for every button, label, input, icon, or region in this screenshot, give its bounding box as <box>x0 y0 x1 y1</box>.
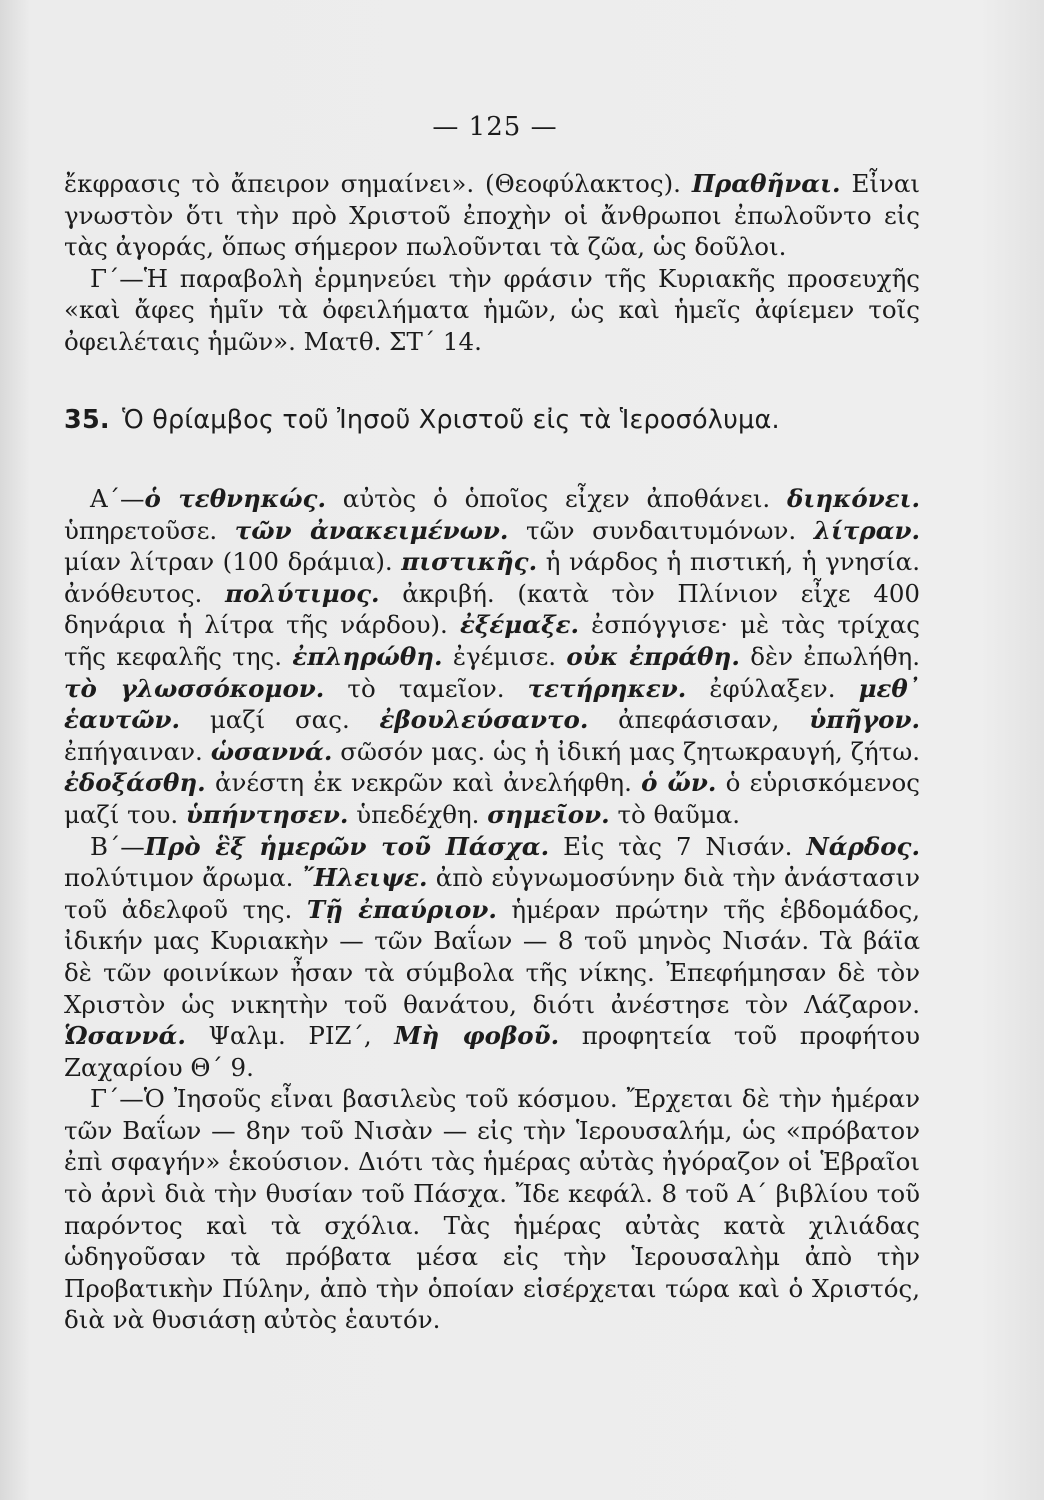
keyword-term: Τῇ ἐπαύριον. <box>306 894 497 924</box>
gloss: Εἰς τὰς 7 Νισάν. <box>549 831 807 861</box>
keyword-term: διηκόνει. <box>787 484 920 513</box>
keyword-term: ὑπήντησεν. <box>185 799 349 829</box>
intro-text-1: ἔκφρασις τὸ ἄπειρον σημαίνει». (Θεοφύλακτος). <box>64 169 681 198</box>
keyword-term: ἐδοξάσθη. <box>64 768 206 798</box>
keyword-term: ὑπῆγον. <box>809 705 920 735</box>
gloss: τὸ ταμεῖον. <box>324 673 528 703</box>
gloss: προφητεία τοῦ προφήτου Ζαχαρίου Θ΄ 9. <box>64 1021 920 1082</box>
gloss: ἐγέμισε. <box>442 641 567 671</box>
gloss: ἀπὸ εὐγνωμοσύνην διὰ τὴν ἀνάστασιν τοῦ ἀδελφοῦ της. <box>64 863 920 924</box>
keyword-term: Νάρδος. <box>806 831 920 861</box>
chapter-heading <box>64 405 944 435</box>
keyword-term: τὸ γλωσσόκομον. <box>64 673 325 703</box>
keyword-term: πολύτιμος. <box>225 578 380 608</box>
gloss: ἐπήγαιναν. <box>64 736 211 766</box>
keyword-term: ὡσαννά. <box>210 736 333 766</box>
keyword-term: Ὡσαννά. <box>64 1021 186 1051</box>
gamma-paragraph: Γ΄—Ἡ παραβολὴ ἑρμηνεύει τὴν φράσιν τῆς Κυριακῆς προσευχῆς «καὶ ἄφες ἡμῖν τὰ ὀφειλήματα ἡμῶν, ὡς καὶ ἡμεῖς ἀφίεμεν τοῖς ὀφειλέταις ἡμῶν». Ματθ. ΣΤ΄ 14. <box>64 263 920 356</box>
section-label: Β΄— <box>90 831 145 861</box>
intro-paragraph <box>64 168 920 263</box>
gloss: ἡμέραν πρώτην τῆς ἑβδομάδος, ἰδικήν μας Κυριακὴν — τῶν Βαΐων — 8 τοῦ μηνὸς Νισάν. Τὰ βάϊα δὲ τῶν φοινίκων ἦσαν τὰ σύμβολα τῆς νίκης. Ἐπεφήμησαν δὲ τὸν Χριστὸν ὡς νικητὴν τοῦ θανάτου, διότι ἀνέστησε τὸν Λάζαρον. <box>64 894 920 1019</box>
notes-block <box>64 483 920 1336</box>
gloss: ὑπεδέχθη. <box>348 799 488 829</box>
gloss: ὑπηρετοῦσε. <box>64 515 235 545</box>
gloss: μίαν λίτραν (100 δράμια). <box>64 547 402 577</box>
gloss: ἀνέστη ἐκ νεκρῶν καὶ ἀνελήφθη. <box>205 768 642 798</box>
keyword-term: Μὴ φοβοῦ. <box>394 1021 560 1051</box>
gloss: ἡ νάρδος ἡ πιστική, ἡ γνησία. ἀνόθευτος. <box>64 547 921 608</box>
gloss: ἀκριβή. (κατὰ τὸν Πλίνιον εἶχε 400 δηνάρια ἡ λίτρα τῆς νάρδου). <box>64 578 920 640</box>
keyword-term: Πρὸ ἓξ ἡμερῶν τοῦ Πάσχα. <box>144 831 550 861</box>
gloss: τὸ θαῦμα. <box>609 799 740 829</box>
keyword-term: πιστικῆς. <box>401 547 538 577</box>
gloss: Ψαλμ. ΡΙΖ΄, <box>185 1021 395 1051</box>
intro-block <box>64 168 920 358</box>
keyword-term: ἐπληρώθη. <box>292 641 443 671</box>
gloss: τῶν συνδαιτυμόνων. <box>508 515 814 545</box>
gloss: ὁ εὑρισκόμενος μαζί του. <box>64 768 920 829</box>
section-label: Α΄— <box>90 484 145 513</box>
keyword-term: τῶν ἀνακειμένων. <box>234 515 509 545</box>
gloss: αὐτὸς ὁ ὁποῖος εἶχεν ἀποθάνει. <box>326 484 787 513</box>
chapter-title: Ὁ θρίαμβος τοῦ Ἰησοῦ Χριστοῦ εἰς τὰ Ἱεροσόλυμα. <box>122 405 780 435</box>
keyword-term: ἐξέμαξε. <box>460 610 580 640</box>
alpha-paragraph <box>64 483 920 831</box>
page-number: — 125 — <box>432 112 558 142</box>
gamma2-paragraph: Γ΄—Ὁ Ἰησοῦς εἶναι βασιλεὺς τοῦ κόσμου. Ἔρχεται δὲ τὴν ἡμέραν τῶν Βαΐων — 8ην τοῦ Νισὰν — εἰς τὴν Ἱερουσαλήμ, ὡς «πρόβατον ἐπὶ σφαγήν» ἑκούσιον. Διότι τὰς ἡμέρας αὐτὰς ἠγόραζον οἱ Ἑβραῖοι τὸ ἀρνὶ διὰ τὴν θυσίαν τοῦ Πάσχα. Ἴδε κεφάλ. 8 τοῦ Α΄ βιβλίου τοῦ παρόντος καὶ τὰ σχόλια. Τὰς ἡμέρας αὐτὰς κατὰ χιλιάδας ὡδηγοῦσαν τὰ πρόβατα μέσα εἰς τὴν Ἱερουσαλὴμ ἀπὸ τὴν Προβατικὴν Πύλην, ἀπὸ τὴν ὁποίαν εἰσέρχεται τώρα καὶ ὁ Χριστός, διὰ νὰ θυσιάσῃ αὐτὸς ἑαυτόν. <box>64 1084 920 1335</box>
keyword-term: μεθ᾿ ἑαυτῶν. <box>64 673 920 735</box>
keyword-term: λίτραν. <box>813 515 920 545</box>
keyword-term: τετήρηκεν. <box>527 673 687 703</box>
keyword-term: Πραθῆναι. <box>691 169 841 198</box>
chapter-number: 35. <box>64 405 110 435</box>
gloss: ἐφύλαξεν. <box>686 673 859 703</box>
gloss: σῶσόν μας. ὡς ἡ ἰδική μας ζητωκραυγή, ζήτω. <box>332 736 920 766</box>
gloss: πολύτιμον ἄρωμα. <box>64 863 302 893</box>
gloss: μαζί σας. <box>180 705 380 735</box>
intro-text-2: Εἶναι γνωστὸν ὅτι τὴν πρὸ Χριστοῦ ἐποχὴν οἱ ἄνθρωποι ἐπωλοῦντο εἰς τὰς ἀγοράς, ὅπως σήμερον πωλοῦνται τὰ ζῶα, ὡς δοῦλοι. <box>64 169 920 262</box>
keyword-term: ἐβουλεύσαντο. <box>379 705 589 735</box>
keyword-term: ὁ ὤν. <box>641 768 717 798</box>
gloss: ἀπεφάσισαν, <box>588 705 810 735</box>
keyword-term: ῎Ηλειψε. <box>301 863 428 893</box>
gloss: ἐσπόγγισε· μὲ τὰς τρίχας τῆς κεφαλῆς της. <box>64 610 920 671</box>
keyword-term: σημεῖον. <box>487 799 610 829</box>
beta-paragraph <box>64 831 920 1084</box>
keyword-term: ὁ τεθνηκώς. <box>144 484 326 513</box>
keyword-term: οὐκ ἐπράθη. <box>566 641 740 671</box>
gloss: δὲν ἐπωλήθη. <box>739 641 920 671</box>
